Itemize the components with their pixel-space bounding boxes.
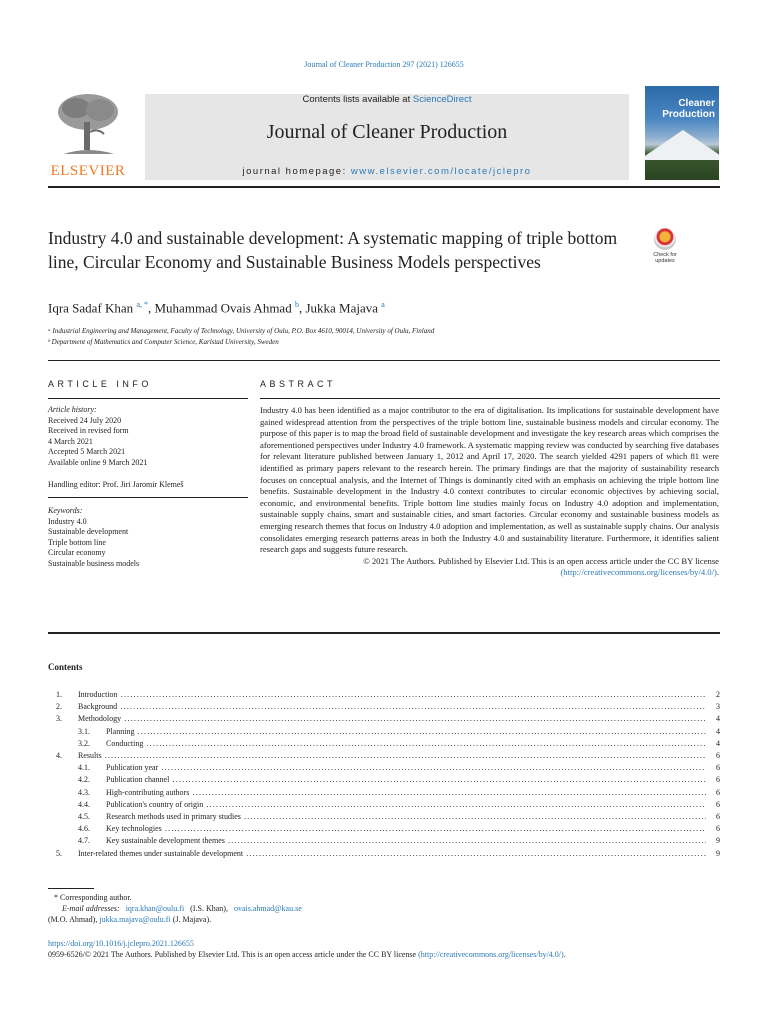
abstract-body: [260, 405, 719, 579]
email-link[interactable]: ovais.ahmad@kau.se: [233, 904, 302, 913]
check-for-updates-label: [646, 252, 684, 264]
toc-entry-page[interactable]: 6: [708, 787, 720, 799]
journal-homepage-line: [145, 166, 629, 177]
keywords-label: Keywords:: [48, 506, 83, 515]
affiliation-a: ᵃ Industrial Engineering and Management, Faculty of Technology, University of Oulu, P.O. Box 4610, 90014, University of Oulu, Finland: [48, 327, 435, 335]
check-updates-line2: updates: [655, 258, 675, 264]
email-owner: (J. Majava).: [172, 915, 212, 924]
cover-title-line2: Production: [662, 109, 715, 120]
toc-entry[interactable]: [48, 713, 720, 725]
sciencedirect-link[interactable]: ScienceDirect: [412, 94, 472, 105]
toc-entry-label[interactable]: Conducting .....: [106, 738, 706, 750]
history-line: Received 24 July 2020: [48, 415, 122, 425]
keyword: Circular economy: [48, 548, 106, 558]
toc-entry-number: 4.5.: [78, 812, 90, 821]
header-divider: [48, 186, 720, 188]
email-owner: (I.S. Khan),: [190, 904, 228, 913]
email-owner: (M.O. Ahmad),: [48, 915, 98, 924]
history-line: Accepted 5 March 2021: [48, 447, 126, 457]
toc-entry-page[interactable]: 9: [708, 835, 720, 847]
toc-entry[interactable]: [48, 726, 720, 738]
abstract-bottom-divider: [48, 632, 720, 634]
toc-entry-number: 4.7.: [78, 836, 90, 846]
cc-license-link[interactable]: (http://creativecommons.org/licenses/by/4.0/): [418, 950, 564, 959]
toc-entry-label[interactable]: Key sustainable development themes .....: [106, 835, 706, 847]
doi-link[interactable]: https://doi.org/10.1016/j.jclepro.2021.126655: [48, 939, 194, 948]
toc-entry-label[interactable]: Introduction .....: [78, 689, 706, 701]
toc-entry-label[interactable]: Inter-related themes under sustainable development .....: [78, 848, 706, 860]
check-for-updates-icon: [654, 228, 676, 250]
toc-entry-label[interactable]: Background .....: [78, 701, 706, 713]
cover-title-line1: Cleaner: [678, 98, 715, 109]
journal-homepage-link[interactable]: www.elsevier.com/locate/jclepro: [350, 166, 532, 177]
toc-entry[interactable]: [48, 774, 720, 786]
toc-entry-number: 2.: [56, 702, 62, 712]
contents-available-text: Contents lists available at: [302, 94, 413, 105]
history-label: Article history:: [48, 405, 97, 414]
abstract-license-text: © 2021 The Authors. Published by Elsevier Ltd. This is an open access article under the CC BY license: [363, 555, 719, 566]
toc-entry-label[interactable]: Planning .....: [106, 726, 706, 738]
author-affiliation-marker[interactable]: a: [381, 300, 385, 309]
issn-end: .: [563, 950, 566, 959]
history-line: Received in revised form: [48, 426, 129, 436]
cc-license-link[interactable]: (http://creativecommons.org/licenses/by/4.0/): [560, 567, 717, 578]
affiliation-b: ᵇ Department of Mathematics and Computer Science, Karlstad University, Sweden: [48, 338, 279, 346]
author-affiliation-marker[interactable]: b: [294, 300, 299, 309]
toc-entry-number: 4.3.: [78, 787, 90, 797]
author-name[interactable]: Muhammad Ovais Ahmad: [154, 300, 292, 316]
toc-entry[interactable]: [48, 689, 720, 701]
author-name[interactable]: Iqra Sadaf Khan: [48, 300, 134, 316]
toc-entry-page[interactable]: 4: [708, 713, 720, 725]
cover-title: [662, 98, 715, 120]
article-info-heading: ARTICLE INFO: [48, 379, 152, 389]
toc-entry-number: 4.: [56, 751, 62, 760]
toc-entry[interactable]: [48, 787, 720, 799]
homepage-label: journal homepage:: [242, 166, 351, 177]
check-updates-line1: Check for: [653, 252, 677, 258]
keyword: Sustainable development: [48, 527, 129, 537]
elsevier-tree-icon: [54, 92, 122, 156]
email-addresses-line: [62, 903, 302, 914]
affiliation-divider: [48, 360, 720, 361]
toc-entry[interactable]: [48, 799, 720, 811]
toc-entry[interactable]: [48, 848, 720, 860]
footnote-divider: [48, 888, 94, 889]
journal-cover-image[interactable]: [645, 86, 719, 180]
contents-heading: Contents: [48, 662, 83, 672]
toc-entry-label[interactable]: Publication's country of origin .....: [106, 799, 706, 811]
toc-entry-page[interactable]: 4: [708, 738, 720, 750]
keyword: Sustainable business models: [48, 558, 140, 568]
toc-entry-page[interactable]: 2: [708, 689, 720, 701]
email-link[interactable]: iqra.khan@oulu.fi: [125, 904, 185, 913]
toc-entry-label[interactable]: Methodology .....: [78, 713, 706, 725]
article-title: Industry 4.0 and sustainable development: A systematic mapping of triple bottom line, Circular Economy and Sustainable Business Models perspectives: [48, 228, 618, 272]
toc-entry-page[interactable]: 9: [708, 848, 720, 860]
toc-entry-page[interactable]: 6: [708, 811, 720, 823]
toc-entry-page[interactable]: 4: [708, 726, 720, 738]
toc-entry-page[interactable]: 6: [708, 823, 720, 835]
author-affiliation-marker[interactable]: a, *: [136, 300, 148, 309]
toc-entry-page[interactable]: 6: [708, 762, 720, 774]
toc-entry[interactable]: [48, 835, 720, 847]
issn-license-line: [48, 950, 566, 959]
toc-entry-label[interactable]: Key technologies .....: [106, 823, 706, 835]
corresponding-author-note: * Corresponding author.: [54, 893, 132, 902]
elsevier-logo[interactable]: [48, 92, 128, 180]
toc-entry-page[interactable]: 6: [708, 774, 720, 786]
keywords: [48, 506, 248, 570]
toc-entry-number: 4.4.: [78, 799, 90, 809]
article-history: [48, 405, 248, 469]
elsevier-wordmark: ELSEVIER: [50, 163, 126, 179]
email-label: E-mail addresses:: [62, 904, 120, 913]
keyword: Triple bottom line: [48, 537, 106, 547]
abstract-license: [260, 556, 719, 579]
toc-entry-number: 4.1.: [78, 763, 90, 773]
keyword: Industry 4.0: [48, 516, 87, 526]
journal-citation[interactable]: Journal of Cleaner Production 297 (2021) 126655: [304, 60, 464, 69]
cover-mountain: [645, 130, 719, 160]
toc-entry-label[interactable]: Publication channel .....: [106, 774, 706, 786]
toc-entry-number: 1.: [56, 690, 62, 699]
history-line: Available online 9 March 2021: [48, 457, 148, 467]
abstract-text: Industry 4.0 has been identified as a major contributor to the era of digitalisation. Its implications for sustainable development have gained widespread attention from the perspectives of the triple bottom line, sustainable business models and circular economy. The purpose of this paper is to map the broad field of sustainable development and investigate the key research areas which comprises the aforementioned perspectives under Industry 4.0 framework. A systematic mapping review was conducted by searching five databases for relevant literature published between January 1, 2012 and April 17, 2020. The search yielded 4291 papers of which 81 were identified as primary papers relevant to the research herein. The primary findings are that the majority of sustainability research focuses on conceptual analysis, and the Internet of Things is dominantly cited with an emphasis on achieving the triple bottom line benefits. Sustainable development in the Industry 4.0 context contributes to circular economic objectives by achieving social, economic, and environmental benefits. Triple bottom line studies mainly focus on Industry 4.0 adoption and implementation, sustainable supply chains, smart and sustainable cities, and smart factories. Circular economy and sustainable business models as emerging research themes that focus on Industry 4.0 adoption and implementation, as well as sustainable supply chains. Our analysis consolidates emerging research patterns areas in both the Industry 4.0 and sustainability literature. Furthermore, it identifies salient research gaps and suggests future research.: [260, 405, 719, 555]
toc-entry[interactable]: [48, 762, 720, 774]
toc-entry-number: 5.: [56, 848, 62, 858]
email-addresses-line-2: [48, 914, 211, 925]
toc-entry-number: 3.1.: [78, 726, 90, 736]
toc-entry[interactable]: [48, 823, 720, 835]
toc-entry-number: 3.: [56, 714, 62, 724]
journal-banner: [145, 94, 629, 180]
toc-entry-label[interactable]: Publication year .....: [106, 762, 706, 774]
history-line: 4 March 2021: [48, 436, 93, 446]
email-link[interactable]: jukka.majava@oulu.fi: [99, 915, 171, 924]
abstract-heading: ABSTRACT: [260, 379, 337, 389]
author-name[interactable]: Jukka Majava: [305, 300, 379, 316]
handling-editor: Handling editor: Prof. Jiri Jaromir Klemeš: [48, 480, 184, 489]
issn-text: 0959-6526/© 2021 The Authors. Published by Elsevier Ltd. This is an open access article under the CC BY license: [48, 950, 419, 959]
toc-entry-label[interactable]: Research methods used in primary studies .....: [106, 811, 706, 823]
toc-entry-page[interactable]: 6: [708, 799, 720, 811]
keywords-divider: [48, 497, 248, 498]
journal-title: Journal of Cleaner Production: [266, 121, 508, 143]
author-list: Iqra Sadaf Khan $^{a, *}$, Muhammad Ovais Ahmad $^b$, Jukka Majava $^a$: [48, 300, 385, 316]
abstract-license-end: .: [716, 567, 719, 578]
article-info-divider: [48, 398, 248, 399]
contents-available-line: [145, 94, 629, 105]
toc-entry-page[interactable]: 6: [708, 750, 720, 762]
toc-entry-label[interactable]: Results .....: [78, 750, 706, 762]
toc-entry[interactable]: [48, 701, 720, 713]
toc-entry[interactable]: [48, 738, 720, 750]
toc-entry-label[interactable]: High-contributing authors .....: [106, 787, 706, 799]
toc-entry-number: 3.2.: [78, 738, 90, 748]
toc-entry-page[interactable]: 3: [708, 701, 720, 713]
check-for-updates-button[interactable]: [646, 228, 684, 268]
abstract-divider: [260, 398, 720, 399]
toc-entry-number: 4.6.: [78, 824, 90, 834]
toc-entry-number: 4.2.: [78, 775, 90, 785]
toc-entry[interactable]: [48, 811, 720, 823]
toc-entry[interactable]: [48, 750, 720, 762]
